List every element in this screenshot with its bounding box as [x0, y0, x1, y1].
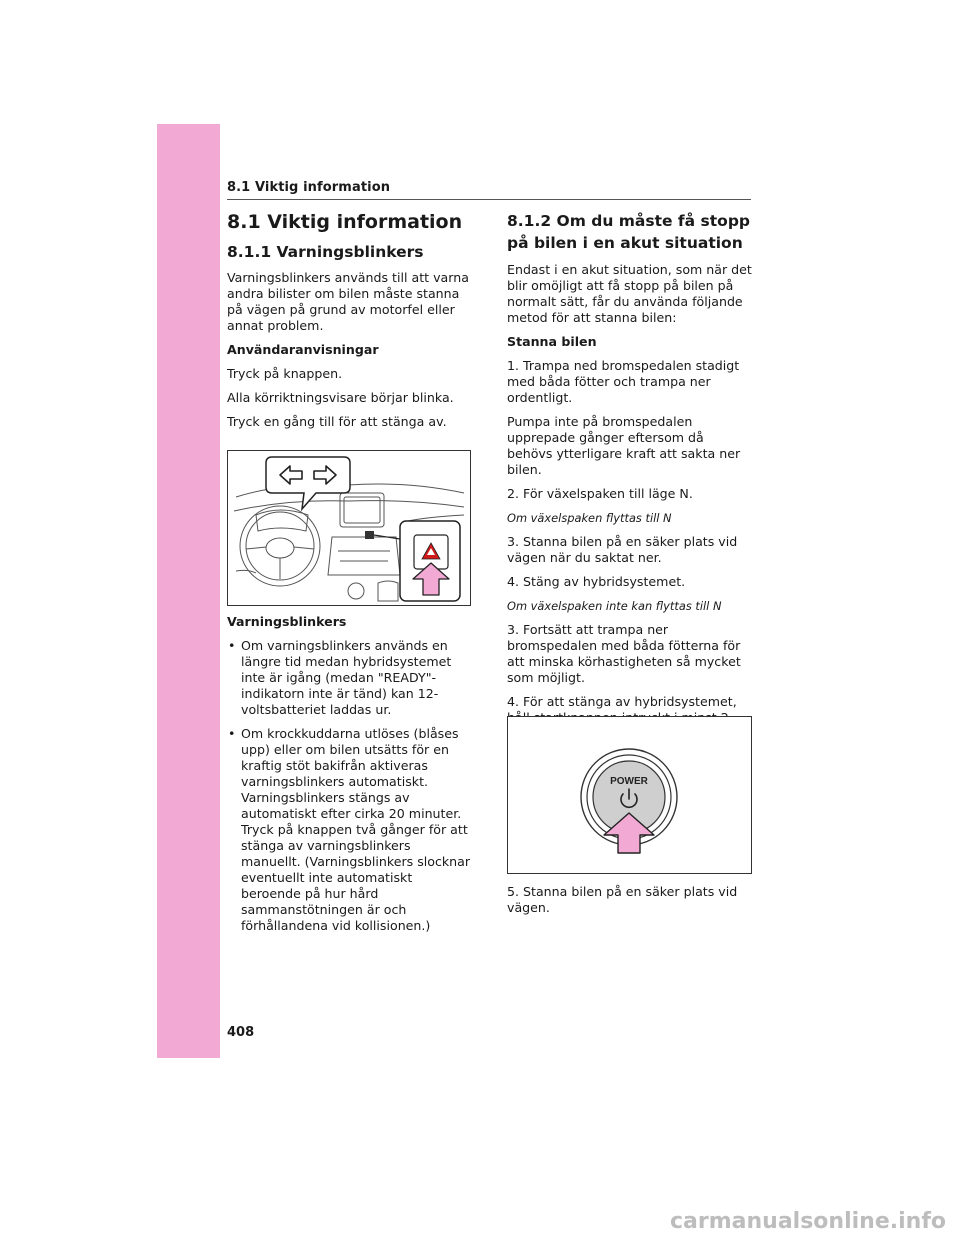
step-5: 5. Stanna bilen på en säker plats vid vägen. [507, 884, 738, 915]
step-1-note: Pumpa inte på bromspedalen upprepade gånger eftersom då behövs ytterligare kraft att sakta ner bilen. [507, 414, 741, 477]
step-2: 2. För växelspaken till läge N. [507, 486, 693, 501]
instruction-step: Tryck på knappen. [227, 366, 343, 381]
hazard-switch-illustration [227, 450, 471, 606]
step-1: 1. Trampa ned bromspedalen stadigt med båda fötter och trampa ner ordentligt. [507, 358, 740, 405]
step-3a: 3. Stanna bilen på en säker plats vid vägen när du saktat ner. [507, 534, 738, 565]
notes-list [227, 638, 472, 934]
page-title: 8.1 Viktig information [227, 211, 463, 233]
instruction-step: Tryck en gång till för att stänga av. [227, 414, 447, 429]
left-column [227, 210, 472, 438]
case-cannot-shift: Om växelspaken inte kan flyttas till N [507, 599, 722, 613]
svg-text:carmanualsonline.info: carmanualsonline.info [670, 1209, 946, 1234]
section-heading-hazard: 8.1.1 Varningsblinkers [227, 243, 424, 261]
stop-heading: Stanna bilen [507, 334, 597, 349]
list-item: • Om krockkuddarna utlöses (blåses upp) eller om bilen utsätts för en kraftig stöt bakifrån aktiveras varningsblinkers automatiskt. Varningsblinkers stängs av automatiskt efter cirka 20 minuter. Tryck på knappen två gånger för att stänga av varningsblinkers manuellt. (Varningsblinkers slocknar eventuellt inte automatiskt beroende på hur hård sammanstötningen är och förhållandena vid kollisionen.) [241, 726, 472, 934]
running-head: 8.1 Viktig information [227, 180, 391, 195]
instructions-heading: Användaranvisningar [227, 342, 379, 357]
emergency-intro: Endast i en akut situation, som när det blir omöjligt att få stopp på bilen på normalt sätt, får du använda följande metod för att stanna bilen: [507, 262, 752, 325]
section-heading-emergency: 8.1.2 Om du måste få stopp på bilen i en akut situation [507, 212, 751, 252]
power-label: POWER [610, 776, 648, 787]
step-4a: 4. Stäng av hybridsystemet. [507, 574, 686, 589]
section-color-band [157, 124, 220, 1058]
instruction-step: Alla körriktningsvisare börjar blinka. [227, 390, 454, 405]
watermark [658, 1206, 948, 1234]
right-column [507, 210, 752, 766]
power-button-illustration [507, 716, 752, 874]
step-4b: 4. För att stänga av hybridsystemet, [507, 694, 737, 709]
case-shift-to-n: Om växelspaken flyttas till N [507, 511, 672, 525]
page-number: 408 [227, 1025, 255, 1040]
step-3b: 3. Fortsätt att trampa ner bromspedalen med båda fötterna för att minska körhastigheten så mycket som möjligt. [507, 622, 741, 685]
notes-heading: Varningsblinkers [227, 614, 347, 629]
hazard-intro: Varningsblinkers används till att varna andra bilister om bilen måste stanna på vägen på grund av motorfel eller annat problem. [227, 270, 469, 333]
header-rule [227, 199, 751, 200]
final-step [507, 884, 752, 924]
hazard-notes [227, 614, 472, 942]
list-item: • Om varningsblinkers används en längre tid medan hybridsystemet inte är igång (medan "READY"-indikatorn inte är tänd) kan 12-voltsbatteriet laddas ur. [241, 638, 472, 718]
